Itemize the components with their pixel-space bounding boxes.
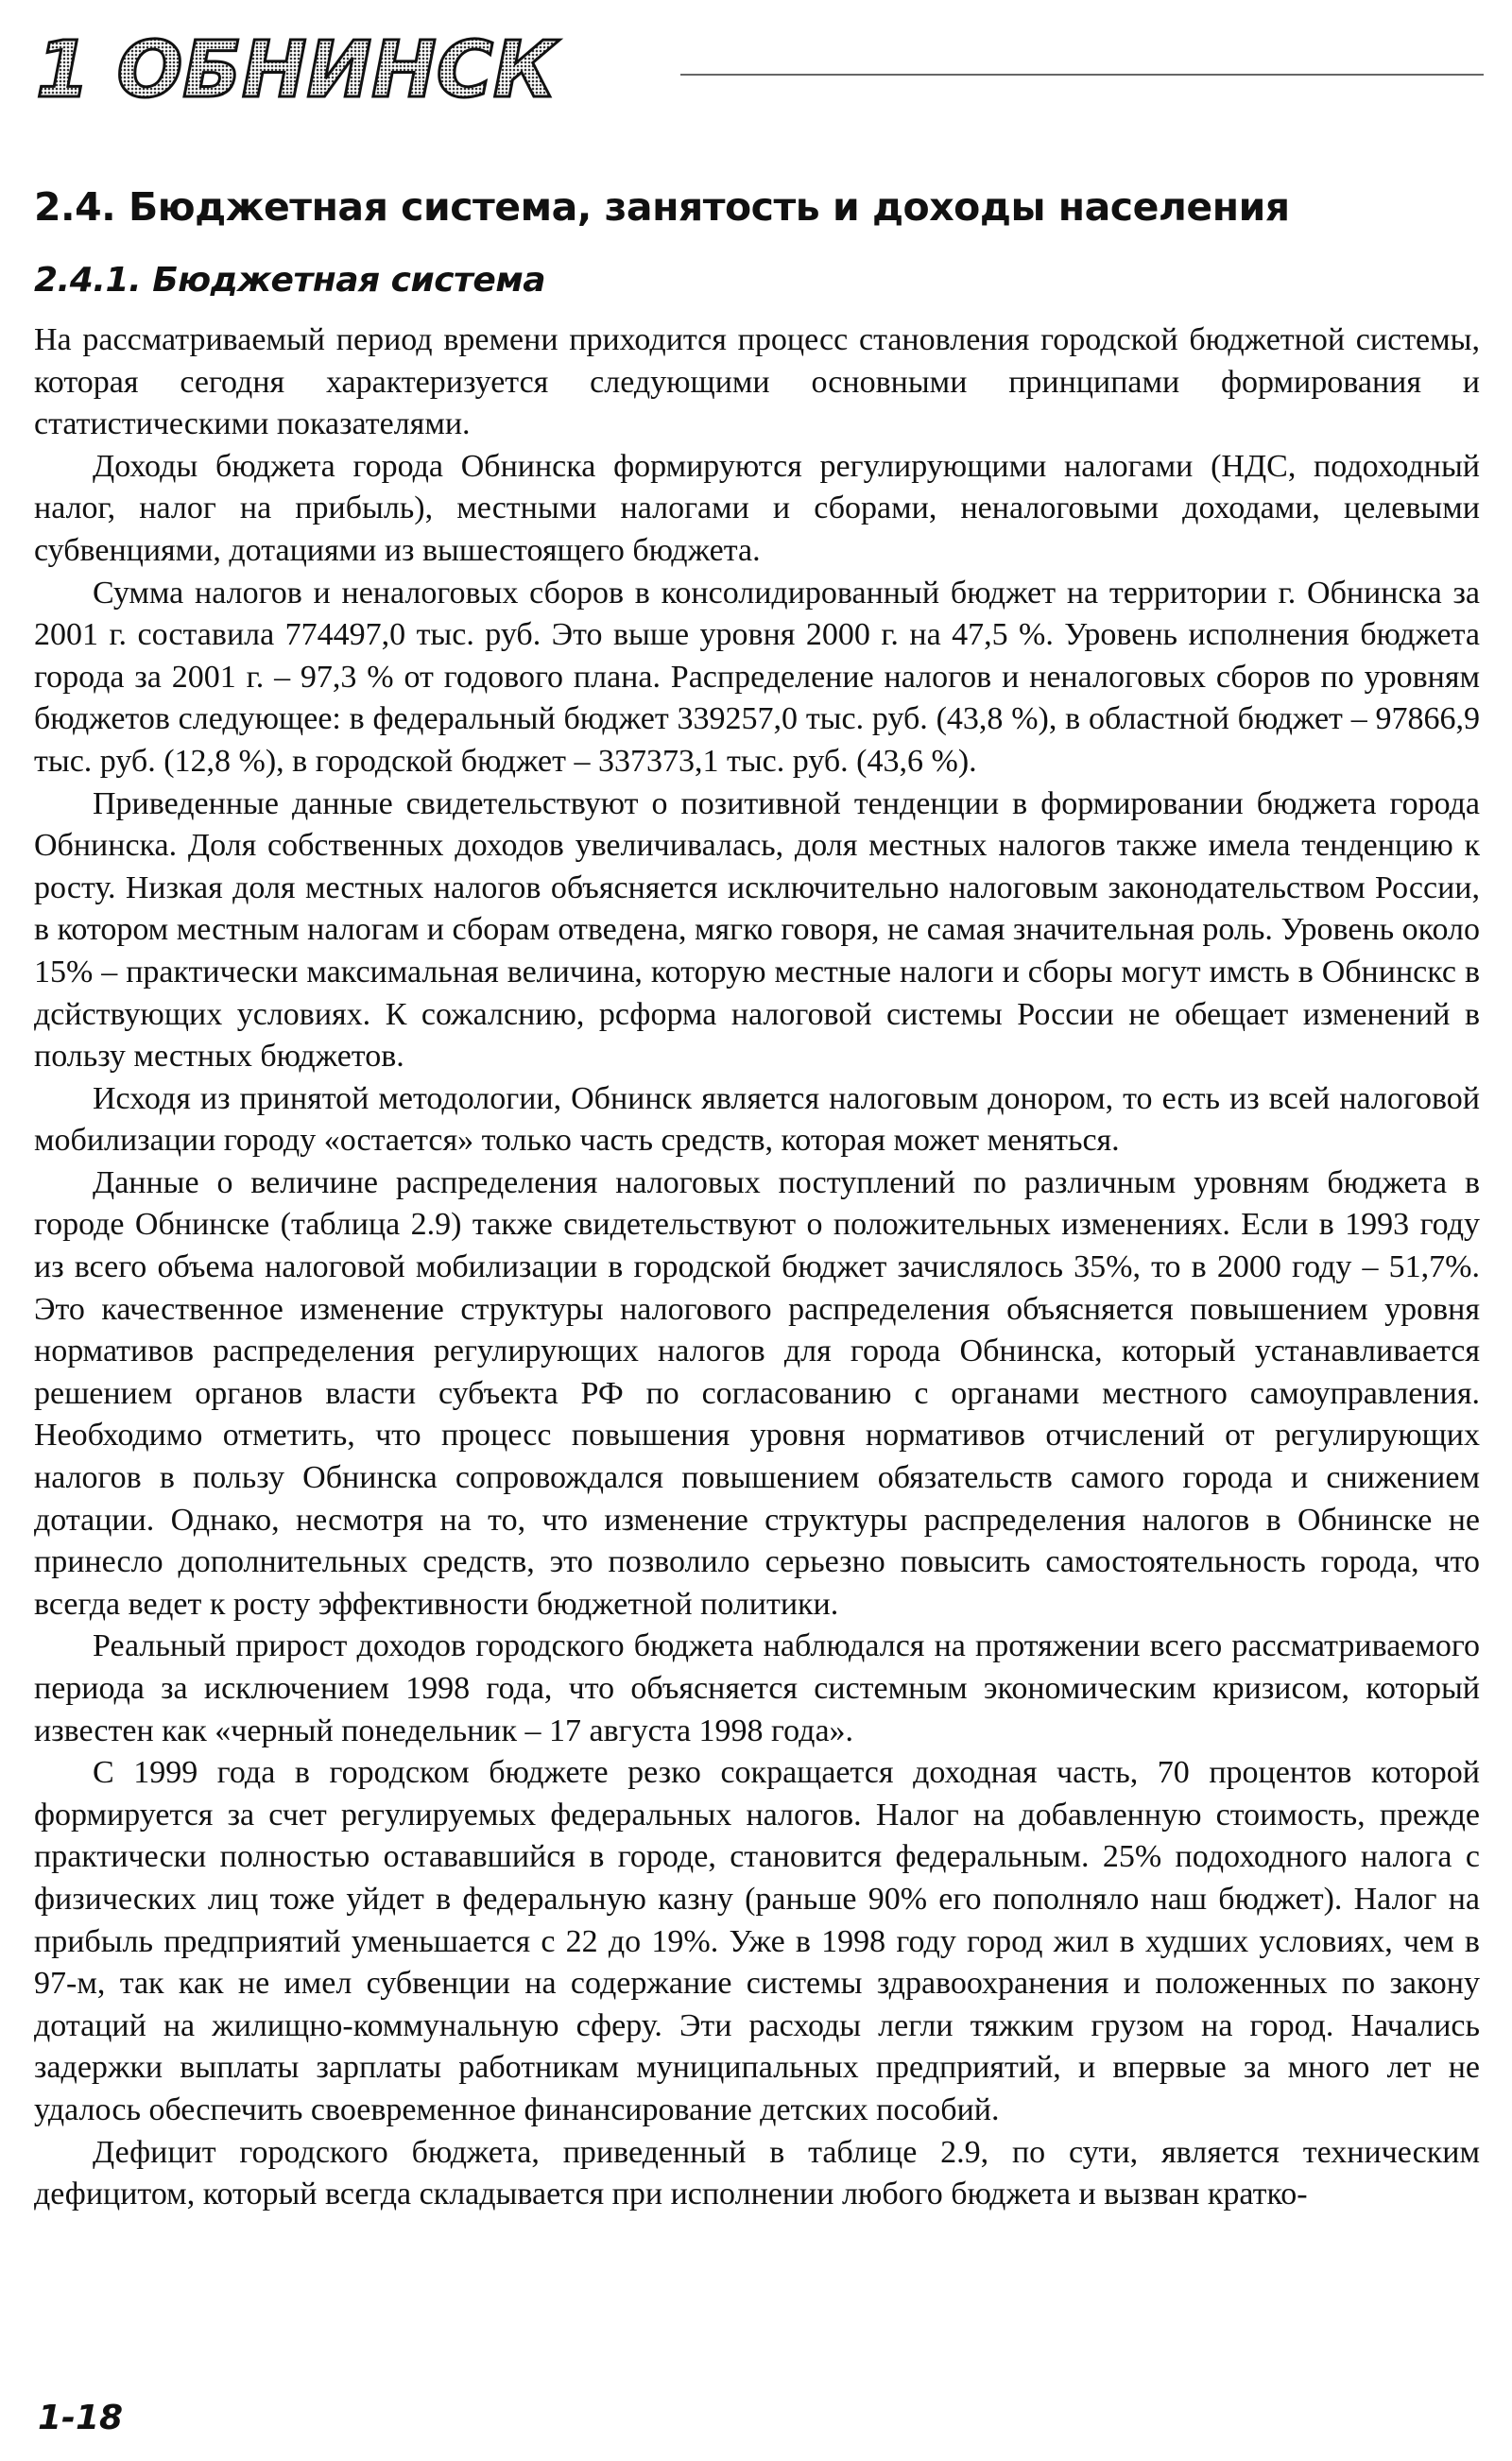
obninsk-logo: [28, 19, 690, 123]
body-text: [34, 319, 1480, 2216]
section-title: 2.4. Бюджетная система, занятость и доходы населения: [34, 184, 1290, 230]
paragraph: На рассматриваемый период времени приходится процесс становления городской бюджетной системы, которая сегодня характеризуется следующими основными принципами формирования и статистическими показателями.: [34, 322, 1480, 442]
page-header: [0, 19, 1512, 123]
paragraph: Доходы бюджета города Обнинска формируются регулирующими налогами (НДС, подоходный налог, налог на прибыль), местными налогами и сборами, неналоговыми доходами, целевыми субвенциями, дотациями из вышестоящего бюджета.: [34, 448, 1480, 568]
paragraph: Сумма налогов и неналоговых сборов в консолидированный бюджет на территории г. Обнинска за 2001 г. составила 774497,0 тыс. руб. Это выше уровня 2000 г. на 47,5 %. Уровень исполнения бюджета города за 2001 г. – 97,3 % от годового плана. Распределение налогов и неналоговых сборов по уровням бюджетов следующее: в федеральный бюджет 339257,0 тыс. руб. (43,8 %), в областной бюджет – 97866,9 тыс. руб. (12,8 %), в городской бюджет – 337373,1 тыс. руб. (43,6 %).: [34, 575, 1480, 779]
paragraph: Приведенные данные свидетельствуют о позитивной тенденции в формировании бюджета города Обнинска. Доля собственных доходов увеличивалась, доля местных налогов также имела тенденцию к росту. Низкая доля местных налогов объясняется исключительно налоговым законодательством России, в котором местным налогам и сборам отведена, мягко говоря, не самая значительная роль. Уровень около 15% – практически максимальная величина, которую местные налоги и сборы могут имсть в Обнинскс в дсйствующих условиях. К сожалснию, рсформа налоговой системы России не обещает изменений в пользу местных бюджетов.: [34, 785, 1480, 1075]
subsection-title: 2.4.1. Бюджетная система: [34, 261, 546, 300]
page-number: 1-18: [38, 2399, 124, 2437]
paragraph: Исходя из принятой методологии, Обнинск является налоговым донором, то есть из всей налоговой мобилизации городу «остается» только часть средств, которая может меняться.: [34, 1080, 1480, 1159]
paragraph: Реальный прирост доходов городского бюджета наблюдался на протяжении всего рассматриваемого периода за исключением 1998 года, что объясняется системным экономическим кризисом, который известен как «черный понедельник – 17 августа 1998 года».: [34, 1628, 1480, 1748]
paragraph: Данные о величине распределения налоговых поступлений по различным уровням бюджета в городе Обнинске (таблица 2.9) также свидетельствуют о положительных изменениях. Если в 1993 году из всего объема налоговой мобилизации в городской бюджет зачислялось 35%, то в 2000 году – 51,7%. Это качественное изменение структуры налогового распределения объясняется повышением уровня нормативов распределения регулирующих налогов для города Обнинска, который устанавливается решением органов власти субъекта РФ по согласованию с органами местного самоуправления. Необходимо отметить, что процесс повышения уровня нормативов отчислений от регулирующих налогов в пользу Обнинска сопровождался повышением обязательств самого города и снижением дотации. Однако, несмотря на то, что изменение структуры распределения налогов в Обнинске не принесло дополнительных средств, это позволило серьезно повысить самостоятельность города, что всегда ведет к росту эффективности бюджетной политики.: [34, 1164, 1480, 1622]
paragraph: С 1999 года в городском бюджете резко сокращается доходная часть, 70 процентов которой формируется за счет регулируемых федеральных налогов. Налог на добавленную стоимость, прежде практически полностью остававшийся в городе, становится федеральным. 25% подоходного налога с физических лиц тоже уйдет в федеральную казну (раньше 90% его пополняло наш бюджет). Налог на прибыль предприятий уменьшается с 22 до 19%. Уже в 1998 году город жил в худших условиях, чем в 97-м, так как не имел субвенции на содержание системы здравоохранения и положенных по закону дотаций на жилищно-коммунальную сферу. Эти расходы легли тяжким грузом на город. Начались задержки выплаты зарплаты работникам муниципальных предприятий, и впервые за много лет не удалось обеспечить своевременное финансирование детских пособий.: [34, 1755, 1480, 2127]
paragraph: Дефицит городского бюджета, приведенный в таблице 2.9, по сути, является техническим дефицитом, который всегда складывается при исполнении любого бюджета и вызван кратко-: [34, 2134, 1480, 2212]
header-rule: [680, 74, 1484, 76]
logo-text: 1 ОБНИНСК: [36, 26, 557, 115]
